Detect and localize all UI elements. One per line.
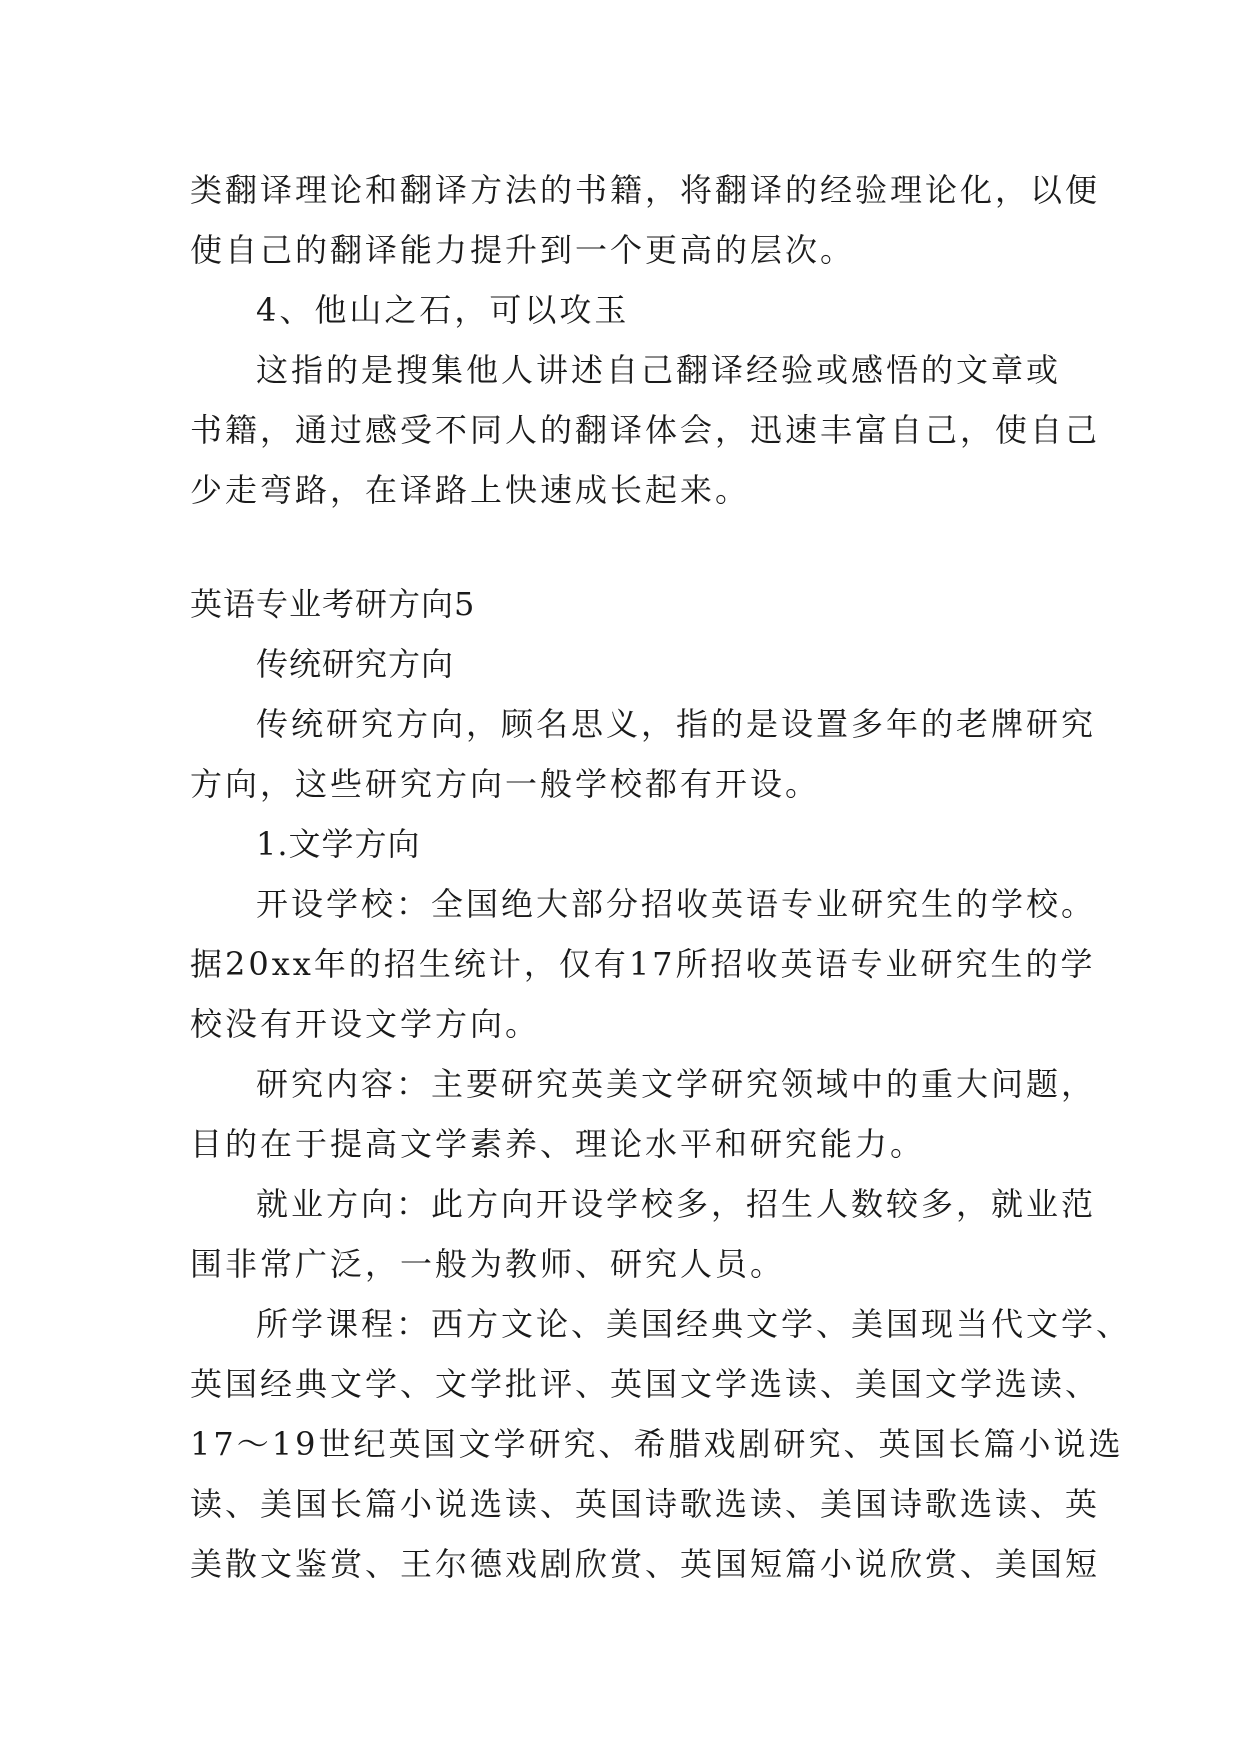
text-line: 使自己的翻译能力提升到一个更高的层次。	[190, 231, 856, 269]
section-title: 英语专业考研方向5	[190, 585, 476, 623]
list-heading: 4、他山之石，可以攻玉	[256, 291, 630, 329]
text-line: 英国经典文学、文学批评、英国文学选读、美国文学选读、	[190, 1365, 1101, 1403]
text-line: 类翻译理论和翻译方法的书籍，将翻译的经验理论化，以便	[190, 171, 1101, 209]
text-line: 传统研究方向，顾名思义，指的是设置多年的老牌研究	[256, 705, 1097, 743]
text-line: 校没有开设文学方向。	[190, 1005, 541, 1043]
text-line: 就业方向：此方向开设学校多，招生人数较多，就业范	[256, 1185, 1097, 1223]
text-line: 所学课程：西方文论、美国经典文学、美国现当代文学、	[256, 1305, 1132, 1343]
text-line: 读、美国长篇小说选读、英国诗歌选读、美国诗歌选读、英	[190, 1485, 1101, 1523]
text-line: 这指的是搜集他人讲述自己翻译经验或感悟的文章或	[256, 351, 1062, 389]
text-line: 据20xx年的招生统计，仅有17所招收英语专业研究生的学	[190, 945, 1096, 983]
text-line: 研究内容：主要研究英美文学研究领域中的重大问题，	[256, 1065, 1097, 1103]
text-line: 17～19世纪英国文学研究、希腊戏剧研究、英国长篇小说选	[190, 1425, 1124, 1463]
paragraph-gap	[190, 520, 1060, 574]
text-line: 书籍，通过感受不同人的翻译体会，迅速丰富自己，使自己	[190, 411, 1101, 449]
text-line: 少走弯路，在译路上快速成长起来。	[190, 471, 751, 509]
document-body	[190, 160, 1132, 1594]
list-heading: 1.文学方向	[256, 825, 421, 863]
text-line: 方向，这些研究方向一般学校都有开设。	[190, 765, 821, 803]
text-line: 美散文鉴赏、王尔德戏剧欣赏、英国短篇小说欣赏、美国短	[190, 1545, 1101, 1583]
text-line: 目的在于提高文学素养、理论水平和研究能力。	[190, 1125, 926, 1163]
text-line: 围非常广泛，一般为教师、研究人员。	[190, 1245, 786, 1283]
subsection-title: 传统研究方向	[256, 645, 455, 683]
text-line: 开设学校：全国绝大部分招收英语专业研究生的学校。	[256, 885, 1097, 923]
